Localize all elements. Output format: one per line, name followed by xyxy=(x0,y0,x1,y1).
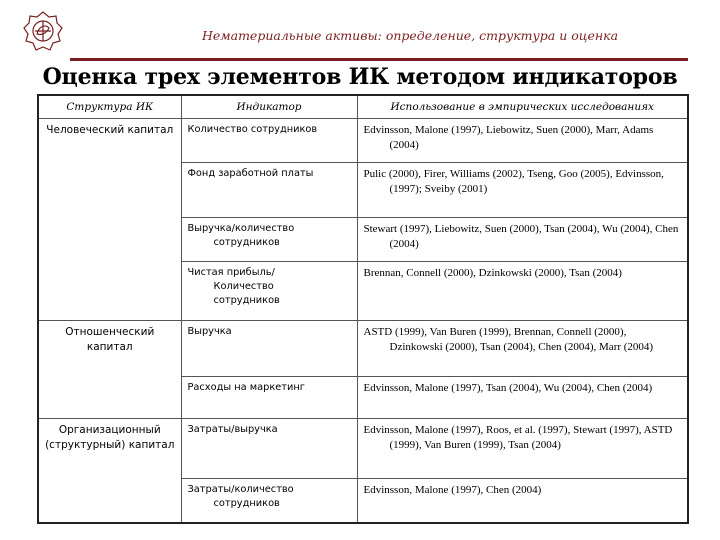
usage-text: Edvinsson, Malone (1997), Chen (2004) xyxy=(363,484,542,496)
usage-text: Edvinsson, Malone (1997), Roos, et al. (1997), Stewart (1997), ASTD (1999), Van Buren (1999), Tsan (2004) xyxy=(363,424,673,451)
capital-relational: Отношенческий капитал xyxy=(38,321,181,419)
table-row xyxy=(38,321,688,377)
usage-text: ASTD (1999), Van Buren (1999), Brennan, Connell (2000), Dzinkowski (2000), Tsan (2004), Chen (2004), Marr (2004) xyxy=(363,326,654,353)
indicators-table xyxy=(37,94,689,524)
table-row xyxy=(38,419,688,479)
usage-cell xyxy=(357,479,688,523)
indicator-cell xyxy=(181,479,357,523)
table-header-row xyxy=(38,95,688,119)
indicator-text: Чистая прибыль/Количество сотрудников xyxy=(187,267,280,307)
capital-human: Человеческий капитал xyxy=(38,119,181,321)
indicator-cell xyxy=(181,321,357,377)
emblem-icon xyxy=(23,10,63,54)
indicator-text: Затраты/выручка xyxy=(187,424,278,435)
table-row xyxy=(38,119,688,163)
column-header-usage: Использование в эмпирических исследованиях xyxy=(357,95,688,119)
indicator-text: Фонд заработной платы xyxy=(187,168,314,179)
indicator-text: Выручка/количество сотрудников xyxy=(187,223,295,249)
indicator-cell xyxy=(181,119,357,163)
column-header-indicator: Индикатор xyxy=(181,95,357,119)
usage-cell xyxy=(357,119,688,163)
usage-text: Stewart (1997), Liebowitz, Suen (2000), Tsan (2004), Wu (2004), Chen (2004) xyxy=(363,223,679,250)
indicator-text: Расходы на маркетинг xyxy=(187,382,305,393)
indicator-text: Количество сотрудников xyxy=(187,124,318,135)
usage-cell xyxy=(357,419,688,479)
indicator-cell xyxy=(181,163,357,218)
slide-title: Оценка трех элементов ИК методом индикаторов xyxy=(42,64,678,90)
usage-cell xyxy=(357,262,688,321)
usage-cell xyxy=(357,163,688,218)
usage-text: Brennan, Connell (2000), Dzinkowski (2000), Tsan (2004) xyxy=(363,267,622,279)
usage-text: Pulic (2000), Firer, Williams (2002), Tseng, Goo (2005), Edvinsson, (1997); Sveiby (2001) xyxy=(363,168,664,195)
indicator-cell xyxy=(181,419,357,479)
usage-cell xyxy=(357,218,688,262)
usage-cell xyxy=(357,321,688,377)
indicator-cell xyxy=(181,218,357,262)
usage-text: Edvinsson, Malone (1997), Tsan (2004), Wu (2004), Chen (2004) xyxy=(363,382,653,394)
usage-cell xyxy=(357,377,688,419)
capital-organizational: Организационный (структурный) капитал xyxy=(38,419,181,523)
usage-text: Edvinsson, Malone (1997), Liebowitz, Suen (2000), Marr, Adams (2004) xyxy=(363,124,654,151)
indicator-cell xyxy=(181,377,357,419)
header-divider xyxy=(70,58,688,61)
header-title: Нематериальные активы: определение, структура и оценка xyxy=(201,28,619,43)
indicator-text: Выручка xyxy=(187,326,232,337)
indicator-text: Затраты/количество сотрудников xyxy=(187,484,294,510)
column-header-structure: Структура ИК xyxy=(38,95,181,119)
indicator-cell xyxy=(181,262,357,321)
